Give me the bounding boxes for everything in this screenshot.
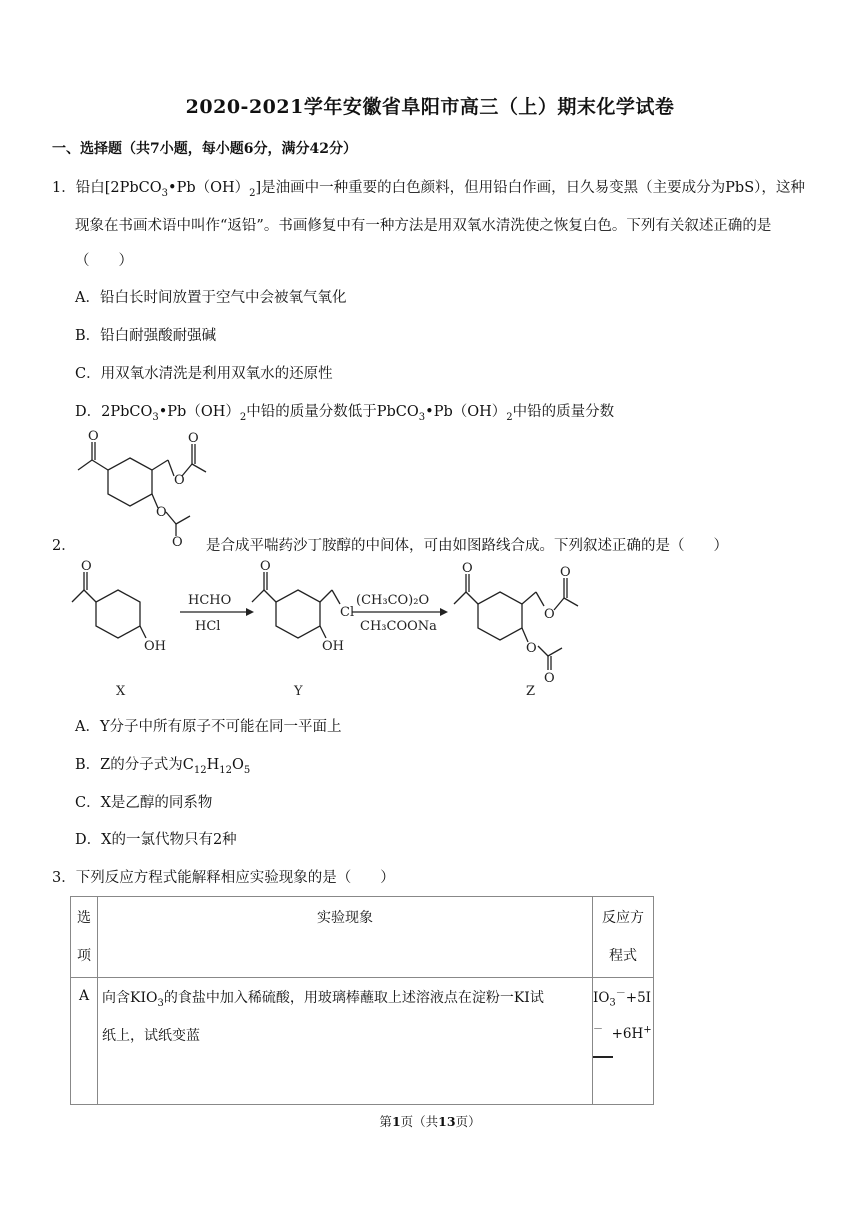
header-text: 选	[77, 910, 91, 926]
o-atom-label: O	[260, 560, 271, 574]
header-option	[71, 897, 98, 978]
compound-label-y: Y	[294, 684, 303, 699]
q1-number: 1．	[52, 180, 76, 196]
table-row	[71, 978, 654, 1105]
q1-d-sub: 2	[506, 411, 513, 423]
q1-text: •Pb（OH）	[168, 180, 250, 196]
q1-d-sub: 3	[418, 411, 426, 423]
q1-sub: 2	[249, 187, 256, 199]
o-atom-label: O	[88, 429, 99, 444]
page-footer	[0, 1112, 860, 1130]
q1-stem-line2: 现象在书画术语中叫作“返铅”。书画修复中有一种方法是用双氧水清洗使之恢复白色。下列有关叙述正确的是	[75, 218, 772, 234]
phenomenon-text: 纸上，试纸变蓝	[102, 1028, 200, 1044]
footer-total-pages: 13	[438, 1114, 456, 1129]
table-header-row	[71, 897, 654, 978]
q1-option-c: C．用双氧水清洗是利用双氧水的还原性	[75, 366, 333, 382]
q2-b-text: B．Z的分子式为C	[75, 757, 194, 773]
q2-reaction-scheme	[60, 560, 620, 705]
reagent-hcho: HCHO	[188, 593, 232, 608]
equation-sup: +	[643, 1024, 652, 1036]
q3-stem	[52, 868, 395, 888]
header-phenomenon: 实验现象	[98, 897, 593, 978]
o-atom-label: O	[560, 565, 571, 580]
section-heading: 一、选择题（共7小题，每小题6分，满分42分）	[52, 141, 357, 157]
q1-d-text: 中铅的质量分数低于PbCO	[246, 404, 419, 420]
q1-d-sub: 3	[152, 411, 159, 423]
reagent-hcl: HCl	[195, 619, 221, 634]
q2-option-b	[75, 755, 250, 775]
q2-inline-structure-image	[70, 428, 220, 548]
q2-b-text: H	[206, 757, 220, 773]
equation-text: IO	[593, 990, 610, 1006]
row-option: A	[71, 978, 98, 1105]
page-title: 2020-2021学年安徽省阜阳市高三（上）期末化学试卷	[185, 96, 675, 118]
q3-text: 下列反应方程式能解释相应实验现象的是（ ）	[75, 870, 395, 886]
equation-sub: 3	[609, 997, 616, 1009]
equation-text: +6H	[611, 1026, 644, 1042]
q3-table	[70, 896, 654, 1105]
phenomenon-text: 的食盐中加入稀硫酸，用玻璃棒蘸取上述溶液点在淀粉一KI试	[163, 990, 544, 1006]
q1-d-text: D．2PbCO	[75, 404, 153, 420]
o-atom-label: O	[526, 641, 537, 656]
o-atom-label: O	[174, 473, 185, 488]
o-atom-label: O	[188, 431, 199, 446]
header-text: 程式	[609, 948, 637, 964]
row-phenomenon	[98, 978, 593, 1105]
q2-stem: 是合成平喘药沙丁胺醇的中间体，可由如图路线合成。下列叙述正确的是（ ）	[206, 538, 728, 554]
q1-d-sub: 2	[239, 411, 247, 423]
q1-text: 铅白[2PbCO	[75, 180, 162, 196]
q1-answer-bracket: （ ）	[75, 253, 133, 269]
q1-d-text: 中铅的质量分数	[512, 404, 615, 420]
equals-sign-mark	[593, 1056, 613, 1058]
o-atom-label: O	[544, 671, 555, 686]
reagent-acetic-anhydride: (CH₃CO)₂O	[356, 593, 430, 608]
header-equation	[593, 897, 654, 978]
q1-sub: 3	[161, 187, 169, 199]
footer-text: 页（共	[400, 1114, 439, 1129]
q1-stem-line1	[52, 178, 805, 198]
oh-label: OH	[144, 639, 166, 654]
q2-option-d: D．X的一氯代物只有2种	[75, 832, 237, 848]
row-equation	[593, 978, 654, 1105]
reagent-sodium-acetate: CH₃COONa	[360, 619, 437, 634]
q2-option-a: A．Y分子中所有原子不可能在同一平面上	[75, 719, 342, 735]
compound-label-x: X	[116, 684, 126, 699]
cl-label: Cl	[340, 605, 355, 620]
q2-number: 2．	[52, 538, 76, 554]
equation-text: +5I	[625, 990, 652, 1006]
q1-d-text: •Pb（OH）	[158, 404, 240, 420]
footer-text: 第	[379, 1114, 392, 1129]
equation-sup: －	[615, 988, 626, 1000]
q1-option-b: B．铅白耐强酸耐强碱	[75, 328, 217, 344]
footer-text: 页）	[455, 1114, 481, 1129]
o-atom-label: O	[462, 561, 473, 576]
footer-page-number: 1	[391, 1114, 401, 1129]
phenomenon-sub: 3	[157, 997, 164, 1009]
q1-d-text: •Pb（OH）	[425, 404, 507, 420]
q1-option-d	[75, 402, 614, 422]
o-atom-label: O	[172, 535, 183, 548]
o-atom-label: O	[156, 505, 167, 520]
oh-label: OH	[322, 639, 344, 654]
header-text: 项	[77, 948, 91, 964]
equation-sup: －	[593, 1024, 603, 1036]
q1-text: ]是油画中一种重要的白色颜料，但用铅白作画，日久易变黑（主要成分为PbS），这种	[255, 180, 805, 196]
q2-b-sub: 5	[243, 764, 251, 776]
header-text: 反应方	[602, 910, 644, 926]
o-atom-label: O	[544, 607, 555, 622]
q2-b-sub: 12	[193, 764, 207, 776]
o-atom-label: O	[81, 560, 92, 574]
compound-label-z: Z	[526, 684, 536, 699]
q2-b-sub: 12	[219, 764, 232, 776]
phenomenon-text: 向含KIO	[102, 990, 158, 1006]
q2-option-c: C．X是乙醇的同系物	[75, 795, 213, 811]
q3-number: 3．	[52, 870, 76, 886]
q2-b-text: O	[231, 757, 244, 773]
q1-option-a: A．铅白长时间放置于空气中会被氧气氧化	[75, 290, 347, 306]
